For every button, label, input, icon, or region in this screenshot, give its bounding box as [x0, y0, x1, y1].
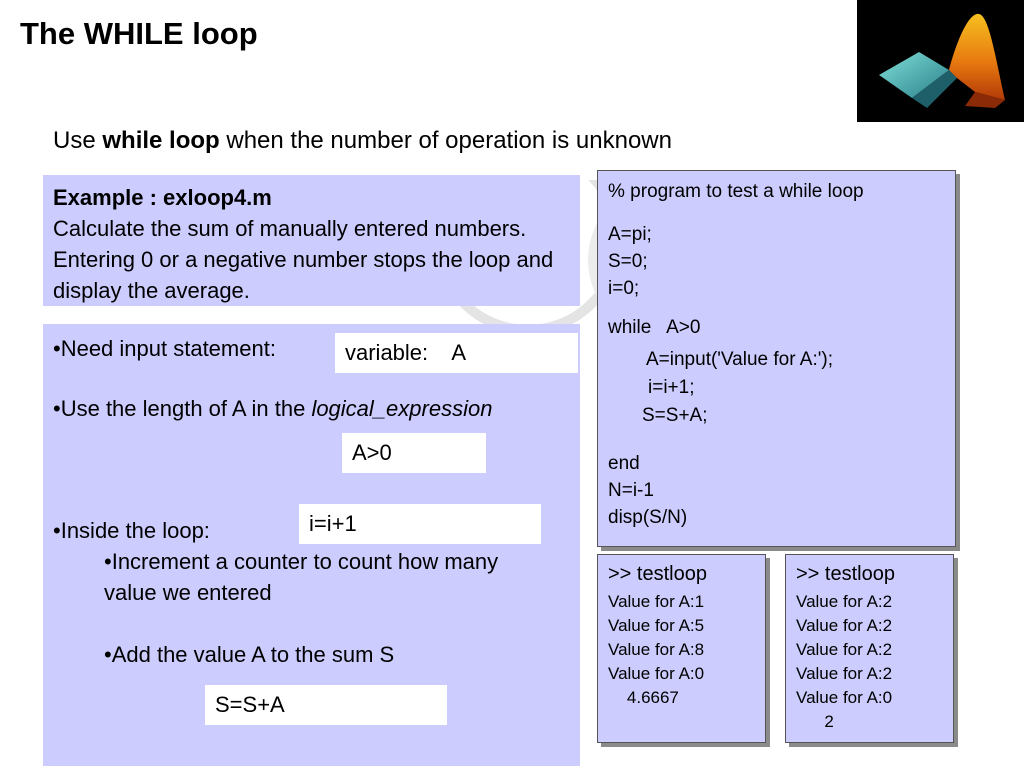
output-2-line: 2: [796, 712, 834, 731]
code-while: while A>0: [608, 317, 701, 338]
output-1-line: Value for A:5: [608, 616, 705, 635]
inset-counter: i=i+1: [299, 504, 541, 544]
note-increment-1: •Increment a counter to count how many: [104, 549, 499, 574]
note-use-length: [53, 396, 492, 422]
inset-sum: S=S+A: [205, 685, 447, 725]
output-2-line: Value for A:0: [796, 688, 893, 707]
example-description: Calculate the sum of manually entered numbers. Entering 0 or a negative number stops the loop and display the average.: [53, 216, 554, 303]
matlab-logo-icon: [857, 0, 1024, 122]
code-end: end: [608, 453, 640, 474]
inset-condition: A>0: [342, 433, 486, 473]
code-incr: i=i+1;: [648, 377, 695, 398]
output-1-line: 4.6667: [608, 688, 679, 707]
note-use-length-text: •Use the length of A in the: [53, 396, 312, 421]
note-logical-expression: logical_expression: [311, 396, 493, 421]
output-1-lines: [608, 590, 704, 710]
code-input: A=input('Value for A:');: [646, 349, 833, 370]
code-line-i: i=0;: [608, 278, 640, 299]
example-panel: [43, 175, 580, 306]
output-2-command: >> testloop: [796, 563, 895, 585]
output-2-line: Value for A:2: [796, 640, 893, 659]
note-inside-loop: •Inside the loop:: [53, 518, 210, 543]
note-increment-2: value we entered: [104, 580, 272, 605]
output-1-line: Value for A:0: [608, 664, 705, 683]
code-line-s: S=0;: [608, 251, 648, 272]
output-2-line: Value for A:2: [796, 592, 893, 611]
output-2-line: Value for A:2: [796, 664, 893, 683]
code-comment: % program to test a while loop: [608, 181, 864, 202]
note-add-value: •Add the value A to the sum S: [104, 642, 395, 667]
output-panel-2: [785, 554, 954, 743]
output-2-lines: [796, 590, 892, 734]
code-n: N=i-1: [608, 480, 654, 501]
output-2-line: Value for A:2: [796, 616, 893, 635]
subtitle-bold: while loop: [102, 127, 220, 154]
example-title: Example : exloop4.m: [53, 185, 272, 210]
subtitle-pre: Use: [53, 127, 103, 154]
code-panel: [597, 170, 956, 547]
output-panel-1: [597, 554, 766, 743]
subtitle-post: when the number of operation is unknown: [219, 127, 672, 154]
output-1-command: >> testloop: [608, 563, 707, 585]
matlab-logo: [857, 0, 1024, 122]
inset-variable: variable: A: [335, 333, 578, 373]
output-1-line: Value for A:1: [608, 592, 705, 611]
output-1-line: Value for A:8: [608, 640, 705, 659]
code-sum: S=S+A;: [642, 405, 708, 426]
code-disp: disp(S/N): [608, 507, 688, 528]
slide-subtitle: [53, 127, 672, 155]
slide-title: The WHILE loop: [20, 16, 258, 51]
code-line-a: A=pi;: [608, 224, 652, 245]
note-need-input: •Need input statement:: [53, 336, 276, 361]
